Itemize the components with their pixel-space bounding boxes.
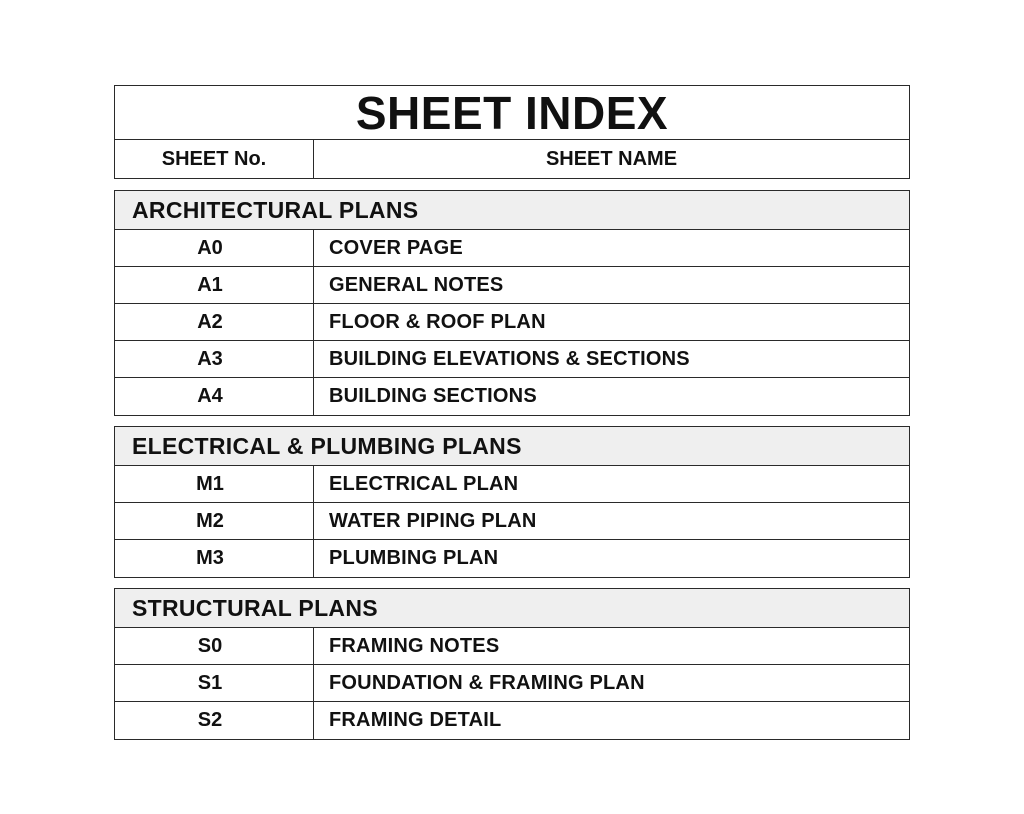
- table-row: [115, 628, 909, 665]
- sheet-number: A1: [115, 267, 314, 303]
- column-header-sheet-number: SHEET No.: [115, 140, 314, 179]
- table-row: [115, 503, 909, 540]
- table-row: [115, 267, 909, 304]
- sheet-number: M1: [115, 466, 314, 502]
- section-structural-plans: [114, 588, 910, 740]
- section-title: ELECTRICAL & PLUMBING PLANS: [115, 427, 909, 466]
- sheet-number: S1: [115, 665, 314, 701]
- table-row: [115, 540, 909, 577]
- sheet-number: S2: [115, 702, 314, 739]
- page-title: SHEET INDEX: [115, 86, 909, 140]
- sheet-number: A4: [115, 378, 314, 415]
- sheet-number: A2: [115, 304, 314, 340]
- sheet-name: BUILDING SECTIONS: [329, 385, 537, 407]
- section-title: ARCHITECTURAL PLANS: [115, 191, 909, 230]
- section-electrical-plumbing-plans: [114, 426, 910, 578]
- table-row: [115, 341, 909, 378]
- sheet-name: FOUNDATION & FRAMING PLAN: [329, 671, 645, 694]
- sheet-name: FLOOR & ROOF PLAN: [329, 310, 546, 333]
- column-header-row: [115, 140, 909, 179]
- sheet-name: FRAMING NOTES: [329, 634, 500, 657]
- table-row: [115, 230, 909, 267]
- column-header-sheet-name: SHEET NAME: [545, 148, 678, 170]
- sheet-index-header: [114, 85, 910, 179]
- table-row: [115, 304, 909, 341]
- sheet-name: COVER PAGE: [329, 236, 463, 259]
- sheet-number: A3: [115, 341, 314, 377]
- sheet-number: M2: [115, 503, 314, 539]
- sheet-name: GENERAL NOTES: [329, 273, 504, 296]
- sheet-name: PLUMBING PLAN: [329, 547, 499, 569]
- table-row: [115, 665, 909, 702]
- section-architectural-plans: [114, 190, 910, 416]
- table-row: [115, 702, 909, 739]
- sheet-number: S0: [115, 628, 314, 664]
- sheet-name: FRAMING DETAIL: [329, 709, 502, 731]
- table-row: [115, 378, 909, 415]
- sheet-name: BUILDING ELEVATIONS & SECTIONS: [329, 347, 690, 370]
- table-row: [115, 466, 909, 503]
- section-title: STRUCTURAL PLANS: [115, 589, 909, 628]
- sheet-number: M3: [115, 540, 314, 577]
- sheet-name: WATER PIPING PLAN: [329, 509, 537, 532]
- sheet-name: ELECTRICAL PLAN: [329, 472, 519, 495]
- sheet-number: A0: [115, 230, 314, 266]
